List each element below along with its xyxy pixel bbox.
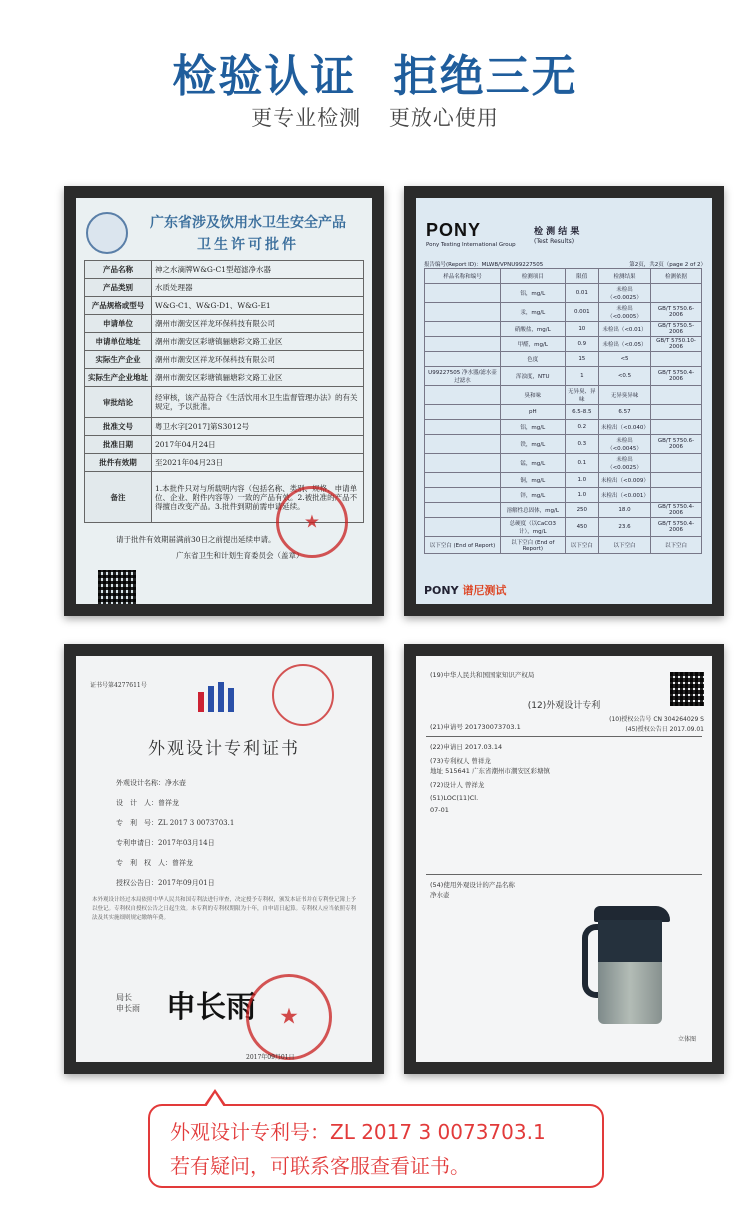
results-table [424,268,702,554]
test-report-document [416,198,712,604]
figure-caption: 立体图 [677,1036,696,1043]
title-left: 检验认证 [172,51,357,102]
cnipa-logo-icon [196,682,236,714]
table-row: 批准日期 2017年04月24日 [85,436,364,454]
patentee-field: 专 利 权 人：曾祥龙 [116,859,193,867]
table-row: 申请单位 潮州市潮安区祥龙环保科技有限公司 [85,315,364,333]
permit-note: 请于批件有效期届满前30日之前提出延续申请。 [116,535,276,544]
table-header-row: 样品名称和编号 检测项目 限值 检测结果 检测依据 [425,269,702,284]
footer-logo: PONY [424,584,459,597]
certificate-number: 证书号第4277611号 [90,682,147,689]
subtitle-right: 更放心使用 [388,106,499,130]
patent-certificate-frame[interactable] [64,644,384,1074]
contact-service-text: 若有疑问，可联系客服查看证书。 [170,1154,470,1178]
subtitle-left: 更专业检测 [251,106,362,130]
results-title: 检 测 结 果 [534,227,580,237]
report-footer [424,582,506,598]
table-row: 实际生产企业地址 潮州市潮安区彩塘镇骊塘彩文路工业区 [85,369,364,387]
table-row: 批准文号 粤卫水字[2017]第S3012号 [85,418,364,436]
product-name-label: (54)使用外观设计的产品名称 [430,881,515,889]
address: 地址 515641 广东省潮州市潮安区彩塘镇 [430,767,550,775]
permit-title: 广东省涉及饮用水卫生安全产品 [150,215,346,231]
page-title [0,40,750,104]
designer: (72)设计人 曾祥龙 [430,781,485,789]
permit-subtitle: 卫生许可批件 [197,237,299,253]
patent-number-field: 专 利 号：ZL 2017 3 0073703.1 [116,819,235,827]
permit-frame[interactable] [64,186,384,616]
application-number: (21)申请号 201730073703.1 [430,723,521,731]
design-name-field: 外观设计名称：净水壶 [116,779,186,787]
table-row: 铝，mg/L 0.2 未检出（<0.040） [425,420,702,435]
permit-issuer: 广东省卫生和计划生育委员会（盖章） [176,551,304,560]
application-date: (22)申请日 2017.03.14 [430,743,503,751]
publication-date-field: 授权公告日：2017年09月01日 [116,879,215,887]
table-row: 审批结论 经审核，该产品符合《生活饮用水卫生监督管理办法》的有关规定，予以批准。 [85,387,364,418]
table-row: 以下空白 (End of Report) 以下空白 (End of Report) 以下空白 以下空白 以下空白 [425,537,702,554]
page-subtitle [0,102,750,132]
issuing-office: (19)中华人民共和国国家知识产权局 [430,671,535,679]
title-right: 拒绝三无 [393,51,578,102]
table-row: 实际生产企业 潮州市潮安区祥龙环保科技有限公司 [85,351,364,369]
patent-number-text: 外观设计专利号：ZL 2017 3 0073703.1 [170,1120,546,1144]
table-row: 甲醛，mg/L 0.9 未检出（<0.05） GB/T 5750.10-2006 [425,337,702,352]
patent-info-bubble [148,1104,604,1188]
table-row: 产品类别 水质处理器 [85,279,364,297]
table-row: 溶解性总固体，mg/L 250 18.0 GB/T 5750.4-2006 [425,503,702,518]
publication-number: (10)授权公告号 CN 304264029 S [609,716,704,723]
application-date-field: 专利申请日：2017年03月14日 [116,839,215,847]
table-row: 产品规格或型号 W&G-C1、W&G-D1、W&G-E1 [85,297,364,315]
design-patent-document [416,656,712,1062]
red-seal [272,664,334,726]
table-row: 产品名称 神之水滴牌W&G-C1型超滤净水器 [85,261,364,279]
design-patent-frame[interactable] [404,644,724,1074]
patent-certificate-document [76,656,372,1062]
publication-date: (45)授权公告日 2017.09.01 [625,726,704,733]
table-row: 备注 1.本批件只对与所载明内容（包括名称、类别、规格、申请单位、企业、附件内容等）一致的产品有效。2.被批准的产品不得擅自改变产品。3.批件到期前需申请延续。 [85,472,364,523]
table-row: 批件有效期 至2021年04月23日 [85,454,364,472]
certificate-body-text: 本外观设计经过本局依照中华人民共和国专利法进行审查，决定授予专利权，颁发本证书并在专利登记簿上予以登记。专利权自授权公告之日起生效。本专利的专利权期限为十年，自申请日起算。专利权人应当依照专利法及其实施细则规定缴纳年费。 [92,897,357,921]
table-row: 铝，mg/L 0.01 未检出（<0.0025） [425,284,702,303]
page-number: 第2页，共2页（page 2 of 2） [629,262,706,268]
pony-logo: PONY [426,220,482,240]
table-row: 铁，mg/L 0.3 未检出（<0.0045） GB/T 5750.6-2006 [425,435,702,454]
test-report-frame[interactable] [404,186,724,616]
table-row: pH 6.5-8.5 6.57 [425,405,702,420]
hygiene-permit-document [76,198,372,604]
qr-code [98,570,136,604]
permit-table [84,260,364,523]
loc-class: (51)LOC(11)Cl. [430,794,479,802]
table-row: 臭和味 无异臭、异味 无异臭异味 [425,386,702,405]
patentee: (73)专利权人 曾祥龙 [430,757,491,765]
results-subtitle: (Test Results) [534,238,575,245]
emblem-icon [86,212,128,254]
national-seal: ★ [246,974,332,1060]
table-row: U99227505 净水器/滤水壶过滤水 浑浊度，NTU 1 <0.5 GB/T 5750.4-2006 [425,367,702,386]
red-seal: ★ [276,486,348,558]
report-number: 报告编号(Report ID)：MLWB/VPNU99227505 [424,262,544,268]
table-row: 锌，mg/L 1.0 未检出（<0.001） [425,488,702,503]
design-patent-title: (12)外观设计专利 [527,701,601,711]
table-row: 硝酸盐，mg/L 10 未检出（<0.01） GB/T 5750.5-2006 [425,322,702,337]
table-row: 锰，mg/L 0.1 未检出（<0.0025） [425,454,702,473]
loc-code: 07-01 [430,806,449,814]
designer-field: 设 计 人：曾祥龙 [116,799,179,807]
table-row: 总硬度（以CaCO3计），mg/L 450 23.6 GB/T 5750.4-2006 [425,518,702,537]
chief-title: 局长 申长雨 [116,993,140,1013]
certificate-heading: 外观设计专利证书 [148,739,300,759]
table-row: 汞，mg/L 0.001 未检出（<0.0005） GB/T 5750.6-2006 [425,303,702,322]
handwritten-signature: 申长雨 [166,990,256,1025]
table-row: 申请单位地址 潮州市潮安区彩塘镇骊塘彩文路工业区 [85,333,364,351]
certificate-date: 2017年09月01日 [246,1054,295,1061]
table-row: 色度 15 <5 [425,352,702,367]
pony-logo-subtitle: Pony Testing International Group [426,242,516,248]
table-row: 铜，mg/L 1.0 未检出（<0.009） [425,473,702,488]
footer-cn: 谱尼测试 [462,584,507,597]
product-name: 净水壶 [430,891,450,899]
water-pitcher-image [588,906,684,1026]
